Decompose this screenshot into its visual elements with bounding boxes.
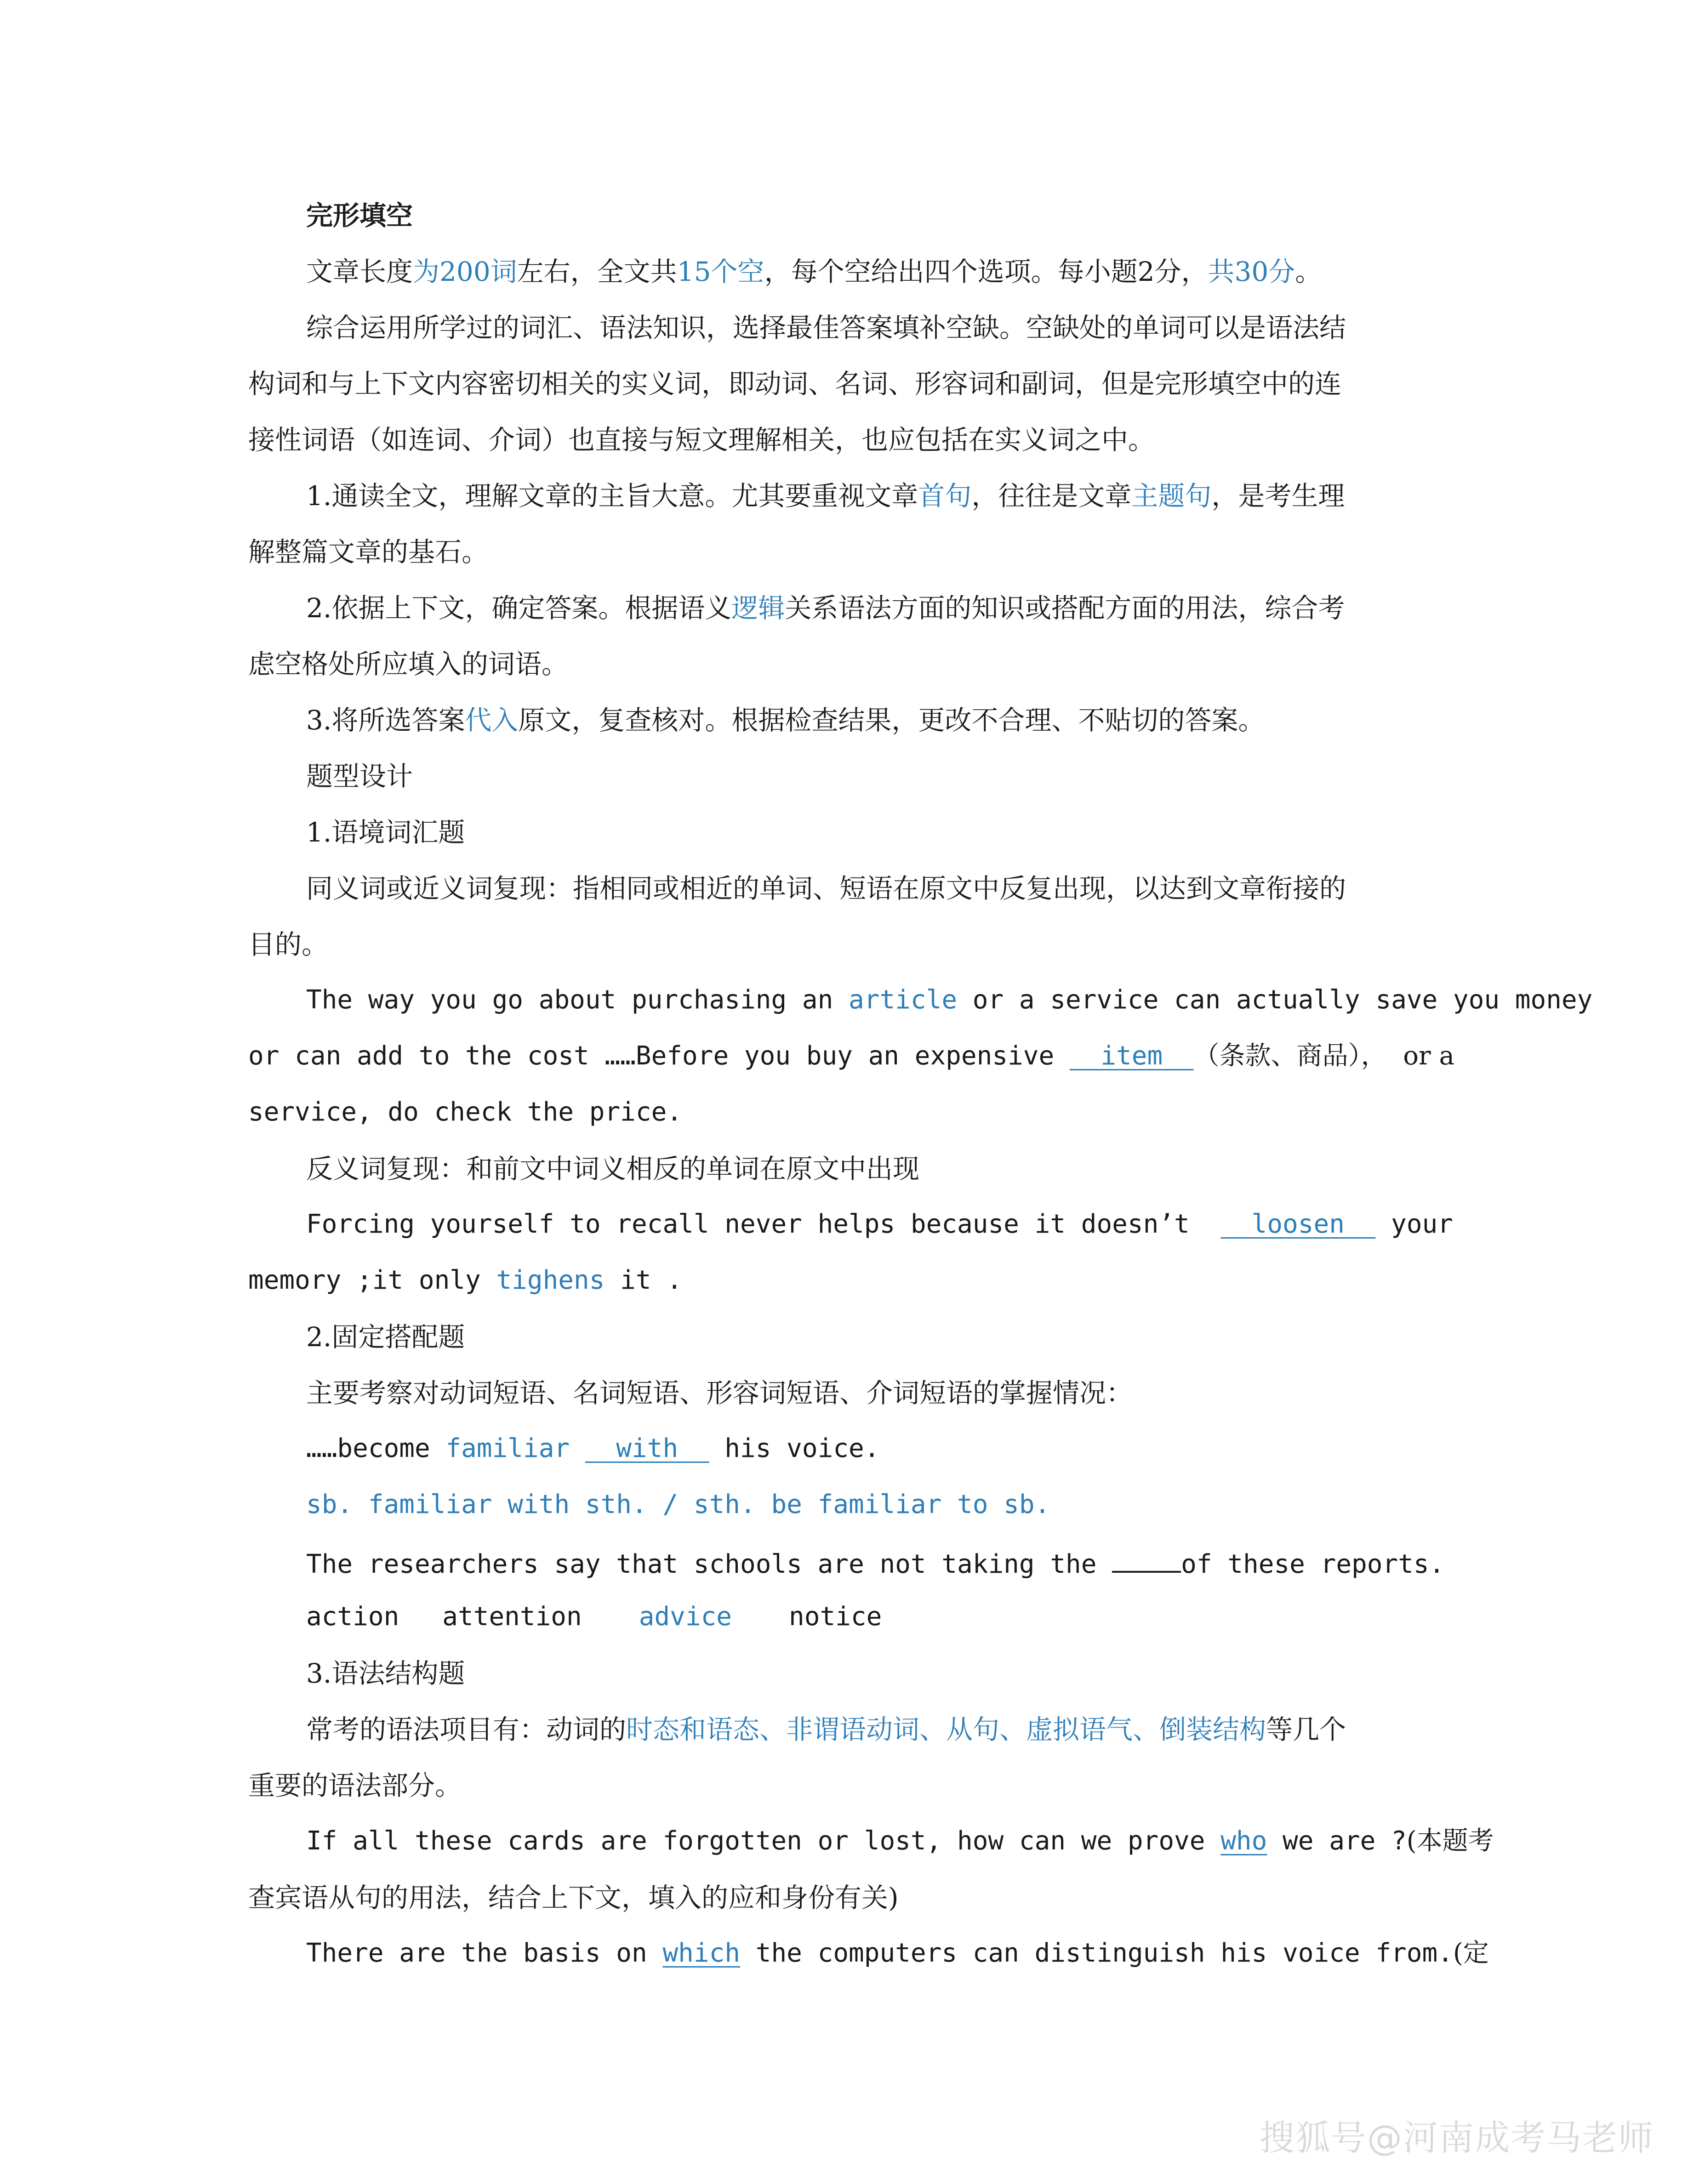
collocation-note: sb. familiar with sth. / sth. be familiar to sb. xyxy=(306,1490,1050,1519)
heading-collocation: 2.固定搭配题 xyxy=(306,1321,465,1353)
text: ，每个空给出四个选项。每小题2分， xyxy=(764,256,1208,287)
text: his voice. xyxy=(709,1433,880,1463)
heading-grammar: 3.语法结构题 xyxy=(306,1658,465,1689)
link-text[interactable]: 代入 xyxy=(465,705,519,736)
heading-design: 题型设计 xyxy=(306,761,413,792)
example-line xyxy=(306,1433,880,1463)
answer-with: with xyxy=(585,1433,709,1463)
link-text[interactable]: 为200词 xyxy=(413,256,517,287)
link-text[interactable]: 主题句 xyxy=(1131,480,1212,512)
link-text[interactable]: 时态和语态、非谓语动词、从句、虚拟语气、倒装结构 xyxy=(626,1714,1266,1745)
example-line: service, do check the price. xyxy=(248,1097,683,1127)
text: (本题考 xyxy=(1406,1826,1494,1856)
text: (定 xyxy=(1453,1938,1489,1968)
text: （条款、商品）， or a xyxy=(1193,1041,1454,1071)
paragraph-line xyxy=(306,1716,1346,1743)
text: 1.通读全文，理解文章的主旨大意。尤其要重视文章 xyxy=(306,480,918,512)
text: the computers can distinguish his voice from. xyxy=(740,1938,1453,1968)
option-c: advice xyxy=(639,1602,732,1632)
option-a: action xyxy=(306,1602,399,1632)
text: 左右，全文共 xyxy=(517,256,677,287)
link-text[interactable]: 首句 xyxy=(918,480,972,512)
paragraph-line: 目的。 xyxy=(248,929,329,960)
section-title: 完形填空 xyxy=(306,200,413,231)
paragraph-line: 主要考察对动词短语、名词短语、形容词短语、介词短语的掌握情况： xyxy=(306,1377,1133,1409)
blank xyxy=(1112,1548,1181,1573)
paragraph-antonym: 反义词复现：和前文中词义相反的单词在原文中出现 xyxy=(306,1153,920,1184)
paragraph-line: 查宾语从句的用法，结合上下文，填入的应和身份有关) xyxy=(248,1882,899,1913)
paragraph-line: 接性词语（如连词、介词）也直接与短文理解相关，也应包括在实义词之中。 xyxy=(248,424,1155,455)
step-1 xyxy=(306,480,1345,512)
paragraph-length xyxy=(306,258,1322,285)
option-b: attention xyxy=(442,1602,582,1632)
link-text[interactable]: 15个空 xyxy=(677,256,764,287)
watermark: 搜狐号@河南成考马老师 xyxy=(1260,2117,1654,2158)
answer-item: item xyxy=(1069,1041,1194,1071)
text: 原文，复查核对。根据检查结果，更改不合理、不贴切的答案。 xyxy=(518,705,1265,736)
example-line xyxy=(306,987,1592,1013)
example-line xyxy=(248,1043,1454,1069)
text: or a service can actually save you money xyxy=(957,985,1593,1015)
text: There are the basis on xyxy=(306,1938,663,1968)
link-text[interactable]: familiar xyxy=(445,1433,570,1463)
text: we are ? xyxy=(1267,1826,1407,1856)
paragraph-line: 同义词或近义词复现：指相同或相近的单词、短语在原文中反复出现，以达到文章衔接的 xyxy=(306,873,1346,904)
text: ，往往是文章 xyxy=(971,480,1132,512)
text: If all these cards are forgotten or lost, how can we prove xyxy=(306,1826,1221,1856)
link-text[interactable]: 逻辑 xyxy=(731,592,785,624)
example-line xyxy=(248,1265,683,1295)
text: or can add to the cost ……Before you buy an expensive xyxy=(248,1041,1070,1071)
paragraph-line: 虑空格处所应填入的词语。 xyxy=(248,648,569,680)
link-text[interactable]: article xyxy=(849,985,958,1015)
example-line xyxy=(306,1211,1453,1237)
example-line xyxy=(306,1940,1489,1966)
text: 等几个 xyxy=(1266,1714,1346,1745)
text: Forcing yourself to recall never helps because it doesn’t xyxy=(306,1209,1221,1239)
paragraph-line: 解整篇文章的基石。 xyxy=(248,536,489,568)
option-row xyxy=(306,1604,882,1630)
text: 文章长度 xyxy=(306,256,413,287)
text: 关系语法方面的知识或搭配方面的用法，综合考 xyxy=(785,592,1345,624)
example-line xyxy=(306,1548,1444,1577)
text: 2.依据上下文，确定答案。根据语义 xyxy=(306,592,732,624)
example-line xyxy=(306,1828,1494,1854)
link-text[interactable]: 共30分 xyxy=(1208,256,1295,287)
answer-which: which xyxy=(662,1938,741,1968)
text: ……become xyxy=(306,1433,446,1463)
heading-vocab: 1.语境词汇题 xyxy=(306,817,465,848)
paragraph-line: 构词和与上下文内容密切相关的实义词，即动词、名词、形容词和副词，但是完形填空中的连 xyxy=(248,368,1342,399)
text: ，是考生理 xyxy=(1211,480,1345,512)
link-text[interactable]: tighens xyxy=(496,1265,605,1295)
text: memory ;it only xyxy=(248,1265,496,1295)
text: The researchers say that schools are not taking the xyxy=(306,1549,1112,1579)
paragraph-line: 综合运用所学过的词汇、语法知识，选择最佳答案填补空缺。空缺处的单词可以是语法结 xyxy=(306,312,1346,343)
answer-who: who xyxy=(1220,1826,1267,1856)
paragraph-line: 重要的语法部分。 xyxy=(248,1770,462,1801)
text: of these reports. xyxy=(1181,1549,1445,1579)
text: The way you go about purchasing an xyxy=(306,985,849,1015)
text: your xyxy=(1375,1209,1453,1239)
text: 3.将所选答案 xyxy=(306,705,465,736)
text: 。 xyxy=(1295,256,1322,287)
answer-loosen: loosen xyxy=(1220,1209,1376,1239)
text: 常考的语法项目有：动词的 xyxy=(306,1714,627,1745)
step-2 xyxy=(306,592,1345,624)
option-d: notice xyxy=(789,1602,882,1632)
step-3 xyxy=(306,707,1265,734)
text: it . xyxy=(604,1265,683,1295)
